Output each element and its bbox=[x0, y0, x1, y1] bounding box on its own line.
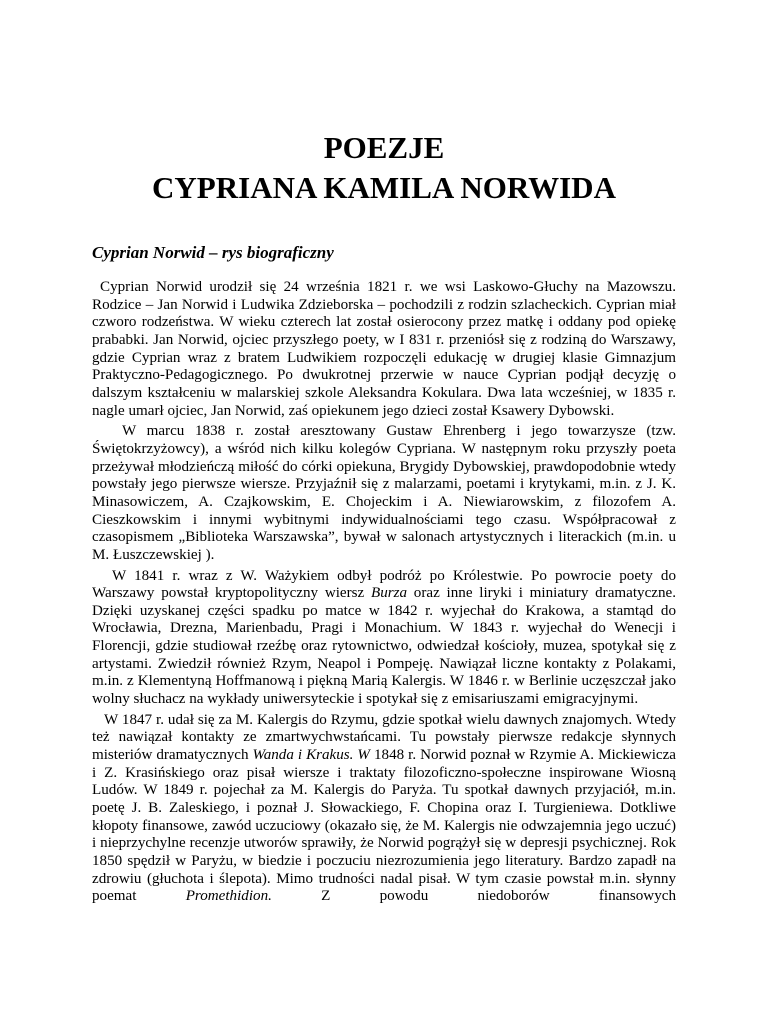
title-line-1: POEZJE bbox=[323, 130, 445, 165]
text-run: W marcu 1838 r. został aresztowany Gustaw Ehrenberg i jego towarzysze (tzw. Świętokrzyżowcy), a wśród nich kilku kolegów Cypriana. W następnym roku przyszły poeta przeżywał młodzieńczą miłość do córki opiekuna, Brygidy Dybowskiej, prawdopodobnie wtedy powstały jego pierwsze wiersze. Przyjaźnił się z malarzami, poetami i krytykami, m.in. z J. K. Minasowiczem, A. Czajkowskim, E. Chojeckim i A. Niewiarowskim, z filozofem A. Cieszkowskim i innymi wybitnymi indywidualnościami tego czasu. Współpracował z czasopismem „Biblioteka Warszawska”, bywał w salonach artystycznych i literackich (m.in. u M. Łuszczewskiej ). bbox=[92, 423, 676, 563]
paragraph-2 bbox=[92, 423, 676, 564]
text-run: W 1841 r. wraz z W. Ważykiem odbył podróż po Królestwie. Po powrocie poety do Warszawy powstał kryptopolityczny wiersz bbox=[92, 567, 676, 602]
title-line-2: CYPRIANA KAMILA NORWIDA bbox=[152, 170, 616, 205]
paragraph-1 bbox=[92, 279, 676, 420]
paragraph-3 bbox=[92, 568, 676, 709]
italic-text-run: Promethidion. bbox=[185, 888, 272, 905]
text-run: 1848 r. Norwid poznał w Rzymie A. Mickiewicza i Z. Krasińskiego oraz pisał wiersze i traktaty filozoficzno-społeczne inspirowane Wiosną Ludów. W 1849 r. pojechał za M. Kalergis do Paryża. Tu spotkał dawnych przyjaciół, m.in. poetę J. B. Zaleskiego, i poznał J. Słowackiego, F. Chopina oraz I. Turgieniewa. Dotkliwe kłopoty finansowe, zawód uczuciowy (okazało się, że M. Kalergis nie odwzajemnia jego uczuć) i nieprzychylne recenzje utworów sprawiły, że Norwid pogrążył się w depresji psychicznej. Rok 1850 spędził w Paryżu, w biedzie i poczuciu niezrozumienia jego literatury. Bardzo zapadł na zdrowiu (głuchota i ślepota). Mimo trudności nadal pisał. W tym czasie powstał m.in. słynny poemat bbox=[92, 747, 677, 905]
text-run: Cyprian Norwid urodził się 24 września 1821 r. we wsi Laskowo-Głuchy na Mazowszu. Rodzice – Jan Norwid i Ludwika Zdzieborska – pochodzili z rodzin szlacheckich. Cyprian miał czworo rodzeństwa. W wieku czterech lat został osierocony przez matkę i oddany pod opiekę prababki. Jan Norwid, ojciec przyszłego poety, w I 831 r. przeniósł się z rodziną do Warszawy, gdzie Cyprian wraz z bratem Ludwikiem rozpoczęli edukację w drugiej klasie Gimnazjum Praktyczno-Pedagogicznego. Po dwukrotnej przerwie w nauce Cyprian podjął decyzję o dalszym kształceniu w malarskiej szkole Aleksandra Kokulara. Dwa lata wcześniej, w 1835 r. nagle umarł ojciec, Jan Norwid, zaś opiekunem jego dzieci został Ksawery Dybowski. bbox=[92, 279, 676, 419]
italic-text-run: Burza bbox=[370, 585, 408, 602]
document-body bbox=[92, 279, 676, 909]
document-title bbox=[0, 128, 768, 208]
text-run: W 1847 r. udał się za M. Kalergis do Rzymu, gdzie spotkał wielu dawnych znajomych. Wtedy też nawiązał kontakty ze zmartwychwstańcami. Tu powstały pierwsze redakcje słynnych misteriów dramatycznych bbox=[92, 711, 676, 764]
text-run: Z powodu niedoborów finansowych bbox=[271, 888, 676, 905]
section-heading: Cyprian Norwid – rys biograficzny bbox=[92, 243, 334, 262]
text-run: oraz inne liryki i miniatury dramatyczne. Dzięki uzyskanej części spadku po matce w 1842 r. wyjechał do Krakowa, a stamtąd do Wrocławia, Drezna, Marienbadu, Pragi i Monachium. W 1843 r. wyjechał do Wenecji i Florencji, gdzie studiował rzeźbę oraz rytownictwo, odwiedzał kościoły, muzea, spotykał się z artystami. Zwiedził również Rzym, Neapol i Pompeję. Nawiązał liczne kontakty z Polakami, m.in. z Klementyną Hoffmanową i piękną Marią Kalergis. W 1846 r. w Berlinie uczęszczał jako wolny słuchacz na wykłady uniwersyteckie i spotykał się z emisariuszami emigracyjnymi. bbox=[92, 585, 676, 708]
italic-text-run: Wanda i Krakus. W bbox=[252, 747, 371, 764]
paragraph-4 bbox=[92, 712, 676, 906]
